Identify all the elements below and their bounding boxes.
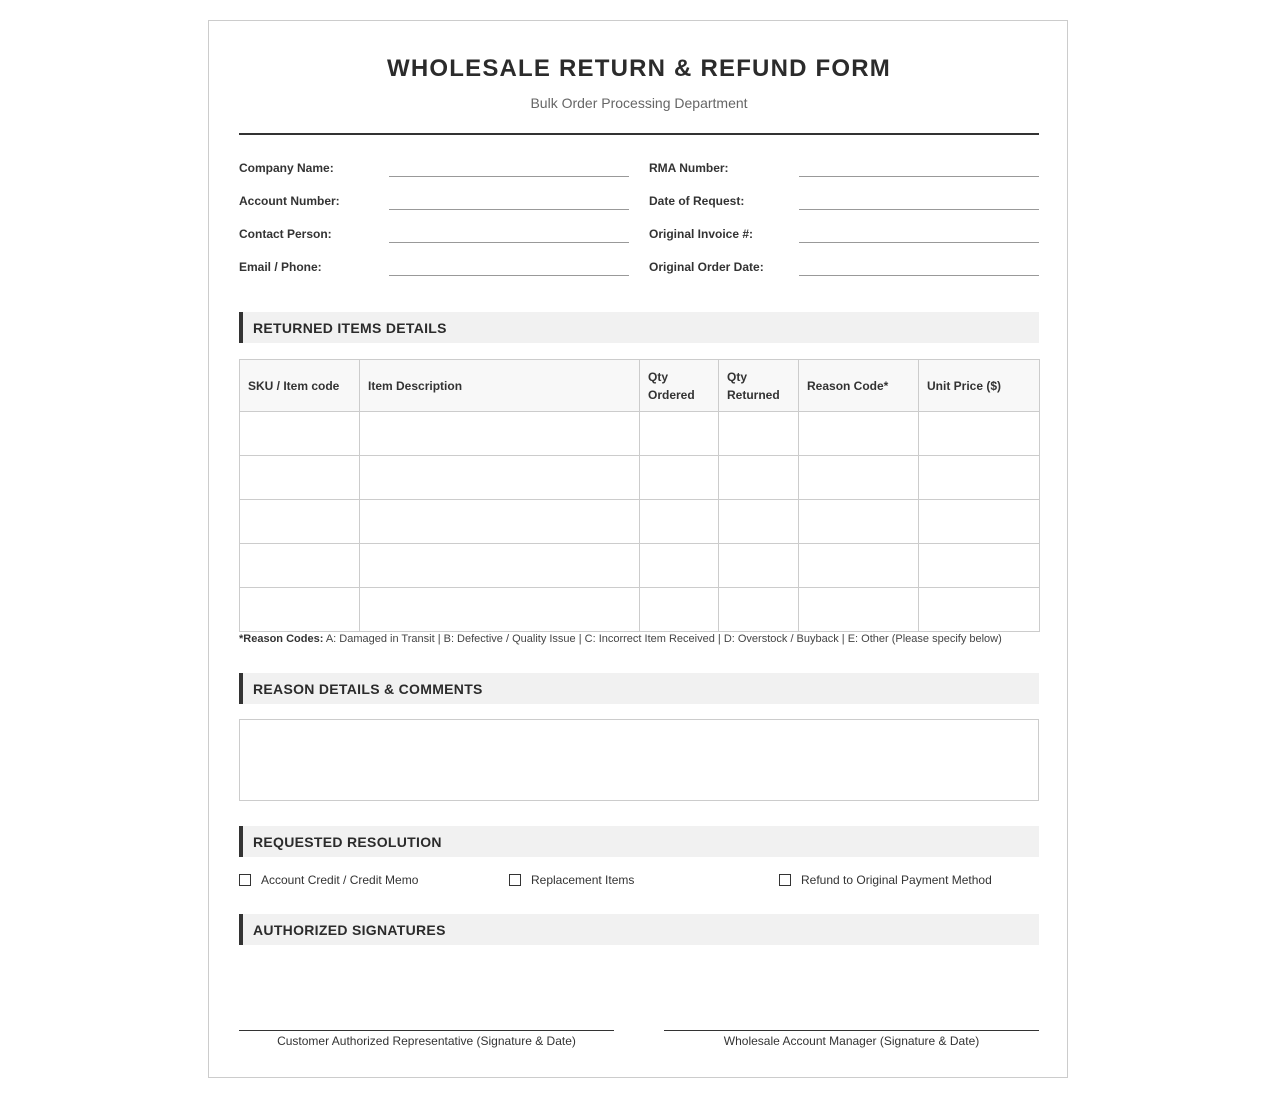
table-cell[interactable]: [640, 544, 719, 588]
table-row: [240, 544, 1040, 588]
column-header-qty-ordered: Qty Ordered: [640, 360, 719, 412]
column-header-description: Item Description: [360, 360, 640, 412]
table-cell[interactable]: [719, 544, 799, 588]
manager-signature-label: Wholesale Account Manager (Signature & Date): [723, 1034, 980, 1048]
reason-details-header: [239, 673, 1039, 704]
email-phone-field[interactable]: [389, 275, 629, 276]
rma-number-field[interactable]: [799, 176, 1039, 177]
refund-checkbox[interactable]: [779, 874, 791, 886]
original-invoice-label: Original Invoice #:: [649, 227, 754, 241]
returned-items-title: RETURNED ITEMS DETAILS: [253, 320, 447, 336]
table-cell[interactable]: [360, 456, 640, 500]
company-name-label: Company Name:: [239, 161, 334, 175]
table-cell[interactable]: [640, 588, 719, 632]
original-order-date-label: Original Order Date:: [649, 260, 764, 274]
form-page: [208, 20, 1068, 1078]
table-cell[interactable]: [360, 588, 640, 632]
table-cell[interactable]: [919, 500, 1040, 544]
table-cell[interactable]: [719, 500, 799, 544]
rma-number-label: RMA Number:: [649, 161, 729, 175]
column-header-qty-returned: Qty Returned: [719, 360, 799, 412]
account-number-label: Account Number:: [239, 194, 340, 208]
requested-resolution-header: [239, 826, 1039, 857]
table-row: [240, 412, 1040, 456]
table-cell[interactable]: [719, 412, 799, 456]
table-cell[interactable]: [719, 588, 799, 632]
contact-person-label: Contact Person:: [239, 227, 332, 241]
table-cell[interactable]: [640, 500, 719, 544]
table-cell[interactable]: [240, 544, 360, 588]
table-cell[interactable]: [799, 500, 919, 544]
returned-items-header: [239, 312, 1039, 343]
table-header-row: [240, 360, 1040, 412]
reason-codes-text: A: Damaged in Transit | B: Defective / Quality Issue | C: Incorrect Item Received | D: Overstock / Buyback | E: Other (Please specify below): [325, 633, 1002, 645]
table-cell[interactable]: [919, 588, 1040, 632]
reason-details-title: REASON DETAILS & COMMENTS: [253, 681, 483, 697]
table-cell[interactable]: [799, 412, 919, 456]
account-number-field[interactable]: [389, 209, 629, 210]
reason-codes-note: [239, 633, 1002, 645]
account-credit-label: Account Credit / Credit Memo: [261, 873, 419, 887]
title-divider: [239, 133, 1039, 135]
table-row: [240, 588, 1040, 632]
replacement-checkbox[interactable]: [509, 874, 521, 886]
table-cell[interactable]: [719, 456, 799, 500]
table-cell[interactable]: [360, 544, 640, 588]
table-cell[interactable]: [640, 456, 719, 500]
table-cell[interactable]: [640, 412, 719, 456]
refund-label: Refund to Original Payment Method: [801, 873, 992, 887]
table-cell[interactable]: [360, 500, 640, 544]
column-header-sku: SKU / Item code: [240, 360, 360, 412]
table-cell[interactable]: [919, 412, 1040, 456]
table-cell[interactable]: [240, 412, 360, 456]
manager-signature-line[interactable]: [664, 1030, 1039, 1031]
table-cell[interactable]: [360, 412, 640, 456]
table-cell[interactable]: [919, 456, 1040, 500]
table-cell[interactable]: [240, 456, 360, 500]
table-row: [240, 456, 1040, 500]
original-order-date-field[interactable]: [799, 275, 1039, 276]
company-name-field[interactable]: [389, 176, 629, 177]
table-cell[interactable]: [799, 588, 919, 632]
table-cell[interactable]: [799, 456, 919, 500]
column-header-unit-price: Unit Price ($): [919, 360, 1040, 412]
customer-signature-line[interactable]: [239, 1030, 614, 1031]
comments-textarea[interactable]: [239, 719, 1039, 801]
date-of-request-field[interactable]: [799, 209, 1039, 210]
column-header-reason-code: Reason Code*: [799, 360, 919, 412]
original-invoice-field[interactable]: [799, 242, 1039, 243]
replacement-label: Replacement Items: [531, 873, 635, 887]
date-of-request-label: Date of Request:: [649, 194, 745, 208]
table-cell[interactable]: [240, 500, 360, 544]
table-cell[interactable]: [240, 588, 360, 632]
customer-signature-label: Customer Authorized Representative (Signature & Date): [277, 1034, 576, 1048]
account-credit-checkbox[interactable]: [239, 874, 251, 886]
table-cell[interactable]: [799, 544, 919, 588]
table-cell[interactable]: [919, 544, 1040, 588]
form-subtitle: Bulk Order Processing Department: [530, 95, 748, 111]
contact-person-field[interactable]: [389, 242, 629, 243]
authorized-signatures-header: [239, 914, 1039, 945]
authorized-signatures-title: AUTHORIZED SIGNATURES: [253, 922, 446, 938]
form-title: WHOLESALE RETURN & REFUND FORM: [387, 55, 891, 82]
table-row: [240, 500, 1040, 544]
reason-codes-label: *Reason Codes:: [239, 633, 324, 645]
email-phone-label: Email / Phone:: [239, 260, 322, 274]
requested-resolution-title: REQUESTED RESOLUTION: [253, 834, 442, 850]
returned-items-table: [239, 359, 1040, 632]
